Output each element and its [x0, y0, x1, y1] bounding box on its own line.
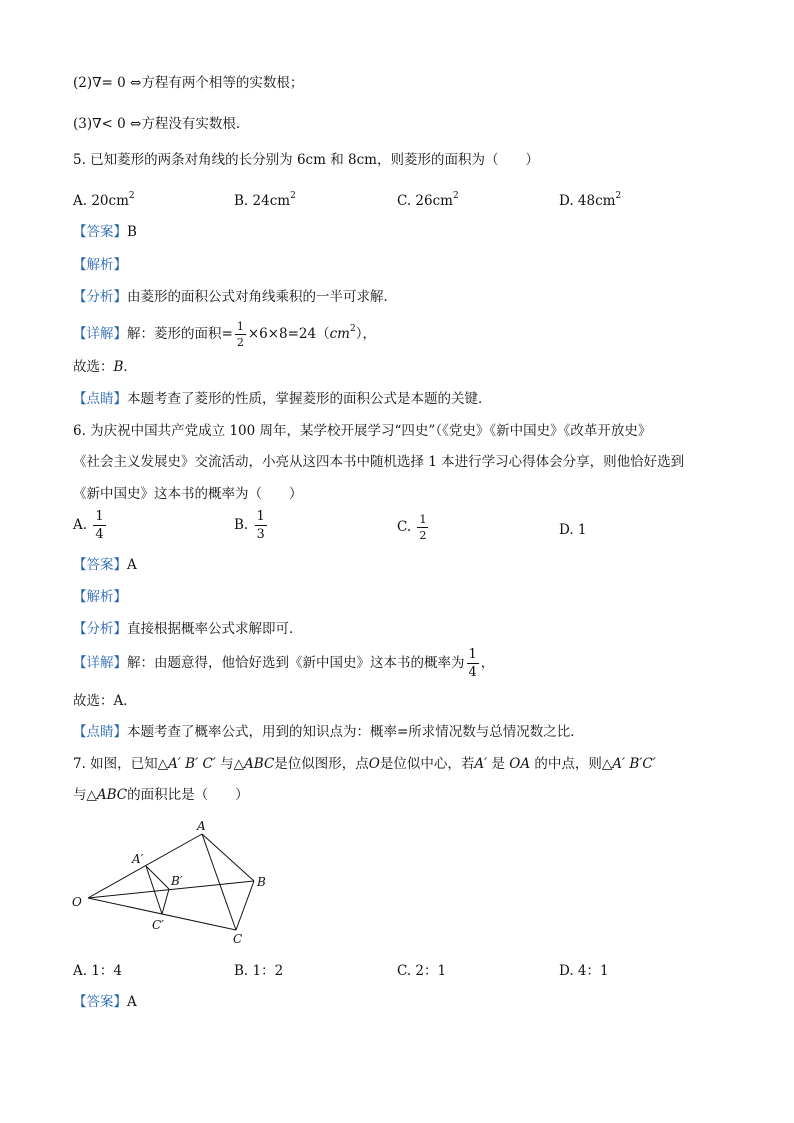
q6-stem-1: 6. 为庆祝中国共产党成立 100 周年，某学校开展学习“四史”（《党史》《新中国史》《改革开放史》: [73, 423, 652, 439]
edge-b1c1: [162, 889, 169, 914]
q5-dianjing: 【点睛】本题考查了菱形的性质，掌握菱形的面积公式是本题的关键．: [73, 391, 492, 407]
q6-stem-3: 《新中国史》这本书的概率为（ ）: [73, 486, 303, 502]
q5-option-b: B. $24cm^2$: [234, 191, 296, 209]
q6-fenxi: 【分析】直接根据概率公式求解即可．: [73, 621, 303, 637]
q7-option-b: B. 1：2: [234, 963, 284, 979]
q6-xiangjie: 【详解】解：由题意得，他恰好选到《新中国史》这本书的概率为 $\frac{1}{4}$ ，: [73, 647, 495, 680]
q6-option-a: A. $\frac{1}{4}$: [73, 509, 104, 542]
q7-stem-2: 与△ABC的面积比是（ ）: [73, 787, 249, 803]
q7-answer: 【答案】A: [73, 994, 137, 1010]
q6-answer: 【答案】A: [73, 557, 137, 573]
q6-dianjing: 【点睛】本题考查了概率公式，用到的知识点为：概率=所求情况数与总情况数之比．: [73, 724, 584, 740]
q7-option-a: A. 1：4: [73, 963, 123, 979]
q6-stem-2: 《社会主义发展史》交流活动，小亮从这四本书中随机选择 1 本进行学习心得体会分享，则他恰好选到: [73, 454, 685, 470]
label-c: C: [233, 932, 243, 946]
similar-triangles-figure: [68, 812, 288, 947]
q7-stem-1: 7. 如图，已知△A′ B′ C′ 与△ABC是位似图形，点O是位似中心，若A′ 是 OA 的中点，则△A′ B′C′: [73, 756, 656, 772]
condition-line-2: (2)∇= 0 ⇔方程有两个相等的实数根；: [73, 75, 304, 91]
label-b1: B′: [171, 874, 183, 888]
edge-ac: [202, 834, 236, 930]
label-b: B: [257, 875, 266, 889]
fraction: $\frac{1}{2}$: [236, 320, 244, 349]
label-a1: A′: [132, 852, 144, 866]
q5-guxuan: 故选：B．: [73, 359, 137, 375]
q5-option-d: D. $48cm^2$: [559, 191, 622, 209]
q7-option-d: D. 4：1: [559, 963, 609, 979]
condition-line-3: (3)∇< 0 ⇔方程没有实数根．: [73, 116, 250, 132]
q6-option-b: B. $\frac{1}{3}$: [234, 509, 265, 542]
label-c1: C′: [152, 918, 164, 932]
label-o: O: [72, 895, 82, 909]
q6-option-c: C. $\frac{1}{2}$: [397, 513, 427, 542]
label-a: A: [197, 819, 206, 833]
q5-fenxi: 【分析】由菱形的面积公式对角线乘积的一半可求解．: [73, 289, 397, 305]
q5-option-a: A. $20cm^2$: [73, 191, 135, 209]
answer-tag: 【答案】: [73, 224, 127, 240]
edge-bc: [236, 881, 254, 930]
edge-a1c1: [146, 866, 162, 914]
q6-guxuan: 故选：A．: [73, 693, 137, 709]
q5-jiexi: 【解析】: [73, 257, 127, 273]
q5-stem: 5. 已知菱形的两条对角线的长分别为 6cm 和 8cm，则菱形的面积为（ ）: [73, 152, 539, 168]
q6-jiexi: 【解析】: [73, 589, 127, 605]
q7-option-c: C. 2：1: [397, 963, 447, 979]
q5-answer: 【答案】B: [73, 224, 137, 240]
q6-option-d: D. 1: [559, 522, 587, 538]
q5-option-c: C. $26cm^2$: [397, 191, 459, 209]
q5-xiangjie: 【详解】解：菱形的面积= $\frac{1}{2}$ $\times 6\times 8=24(cm^2)$，: [73, 320, 376, 349]
